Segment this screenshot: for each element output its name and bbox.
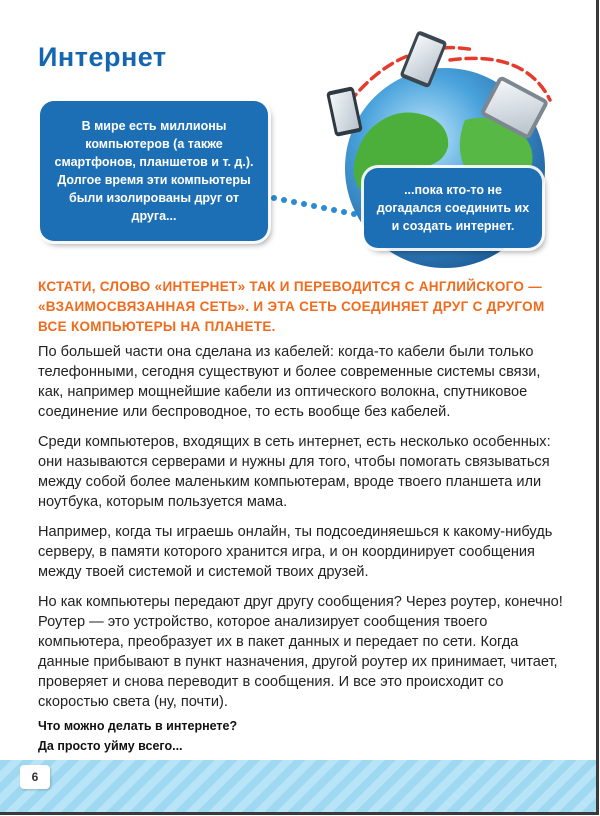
paragraph: Среди компьютеров, входящих в сеть интернет, есть несколько особенных: они называются серверами и нужны для того, чтобы помогать связываться между собой более маленьким компьютерам, вроде твоего планшета или ноутбука, которым пользуется мама. [38, 434, 551, 510]
speech-bubble-right [364, 168, 542, 248]
paragraph: Например, когда ты играешь онлайн, ты подсоединяешься к какому-нибудь серверу, в памяти которого хранится игра, и он координирует сообщения между твоей системой и системой твоих друзей. [38, 524, 553, 580]
page-number: 6 [20, 765, 50, 789]
paragraph: По большей части она сделана из кабелей: когда-то кабели были только телефонными, сегодня существуют и более современные системы связи, как, например мощнейшие кабели из оптического волокна, спутниковое соединение или беспроводное, то есть вообще без кабелей. [38, 344, 541, 420]
bubble-left-text: В мире есть миллионы компьютеров (а также смартфонов, планшетов и т. д.). Долгое время эти компьютеры были изолированы друг от друга... [54, 119, 254, 223]
page-title: Интернет [38, 42, 167, 72]
bubble-right-text: ...пока кто-то не догадался соединить их и создать интернет. [376, 183, 530, 233]
body-text [38, 342, 568, 722]
closing-line-1: Что можно делать в интернете? [38, 719, 238, 733]
speech-bubble-left [40, 101, 268, 241]
highlight-subheading: КСТАТИ, СЛОВО «ИНТЕРНЕТ» ТАК И ПЕРЕВОДИТСЯ С АНГЛИЙСКОГО — «ВЗАИМОСВЯЗАННАЯ СЕТЬ». И ЭТА СЕТЬ СОЕДИНЯЕТ ДРУГ С ДРУГОМ ВСЕ КОМПЬЮТЕРЫ НА ПЛАНЕТЕ. [38, 279, 545, 334]
closing-question [38, 716, 237, 756]
dotted-connector [268, 188, 368, 228]
paragraph: Но как компьютеры передают друг другу сообщения? Через роутер, конечно! Роутер — это устройство, которое анализирует сообщения твоего компьютера, преобразует их в пакет данных и передает по сети. Когда данные прибывают в пункт назначения, другой роутер их принимает, читает, проверяет и снова переводит в сообщения. И все это происходит со скоростью света (ну, почти). [38, 594, 563, 710]
footer-stripe [0, 760, 596, 812]
closing-line-2: Да просто уйму всего... [38, 739, 183, 753]
